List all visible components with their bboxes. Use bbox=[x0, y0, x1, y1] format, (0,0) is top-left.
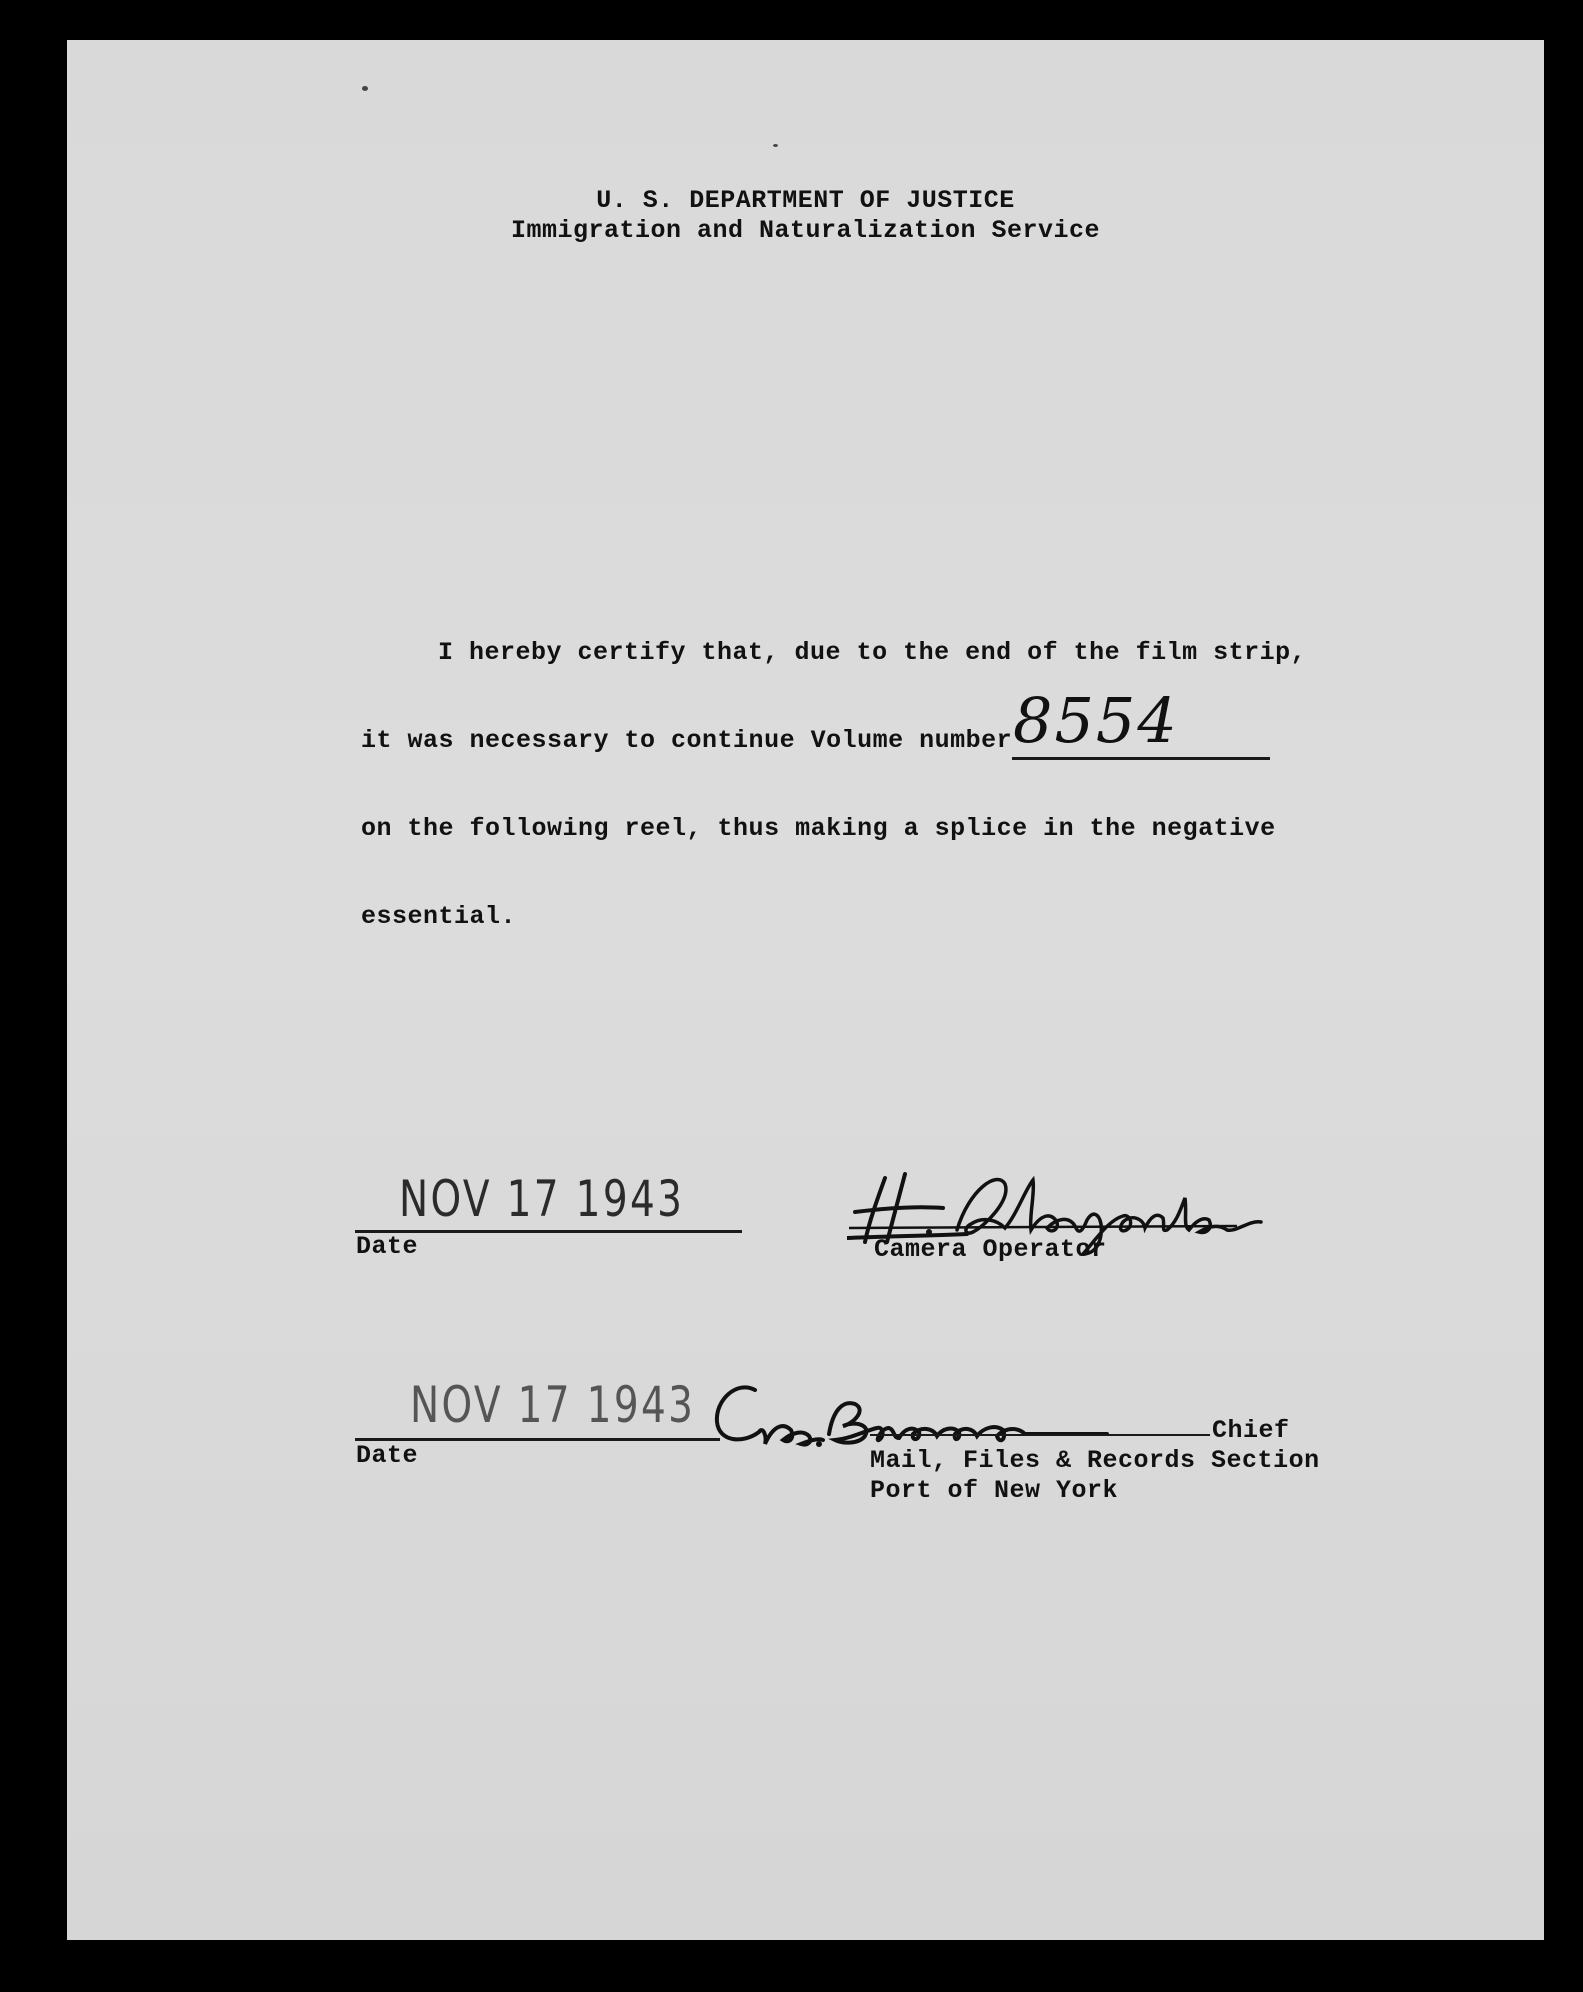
volume-number-underline bbox=[1012, 757, 1270, 760]
chief-signature-line bbox=[870, 1434, 1210, 1436]
date-label-2: Date bbox=[356, 1441, 419, 1470]
department-title: U. S. DEPARTMENT OF JUSTICE bbox=[596, 186, 1015, 215]
certification-line-1: I hereby certify that, due to the end of the film strip, bbox=[438, 638, 1307, 667]
date-stamp-1: NOV 17 1943 bbox=[399, 1170, 685, 1228]
certification-line-4: essential. bbox=[361, 902, 517, 931]
speck-mark bbox=[362, 86, 368, 91]
date-label-1: Date bbox=[356, 1232, 419, 1261]
signature-chief bbox=[707, 1360, 1127, 1460]
document-page bbox=[67, 40, 1544, 1940]
certification-line-3: on the following reel, thus making a splice in the negative bbox=[361, 814, 1276, 843]
camera-operator-label: Camera Operator bbox=[874, 1235, 1107, 1264]
records-section-label: Mail, Files & Records Section bbox=[870, 1446, 1320, 1475]
service-title: Immigration and Naturalization Service bbox=[510, 216, 1101, 245]
speck-mark bbox=[773, 144, 778, 147]
volume-number: 8554 bbox=[1013, 684, 1179, 757]
date-stamp-2: NOV 17 1943 bbox=[410, 1376, 696, 1434]
port-label: Port of New York bbox=[870, 1476, 1119, 1505]
chief-label: Chief bbox=[1212, 1416, 1290, 1445]
certification-line-2: it was necessary to continue Volume number bbox=[361, 726, 1013, 755]
